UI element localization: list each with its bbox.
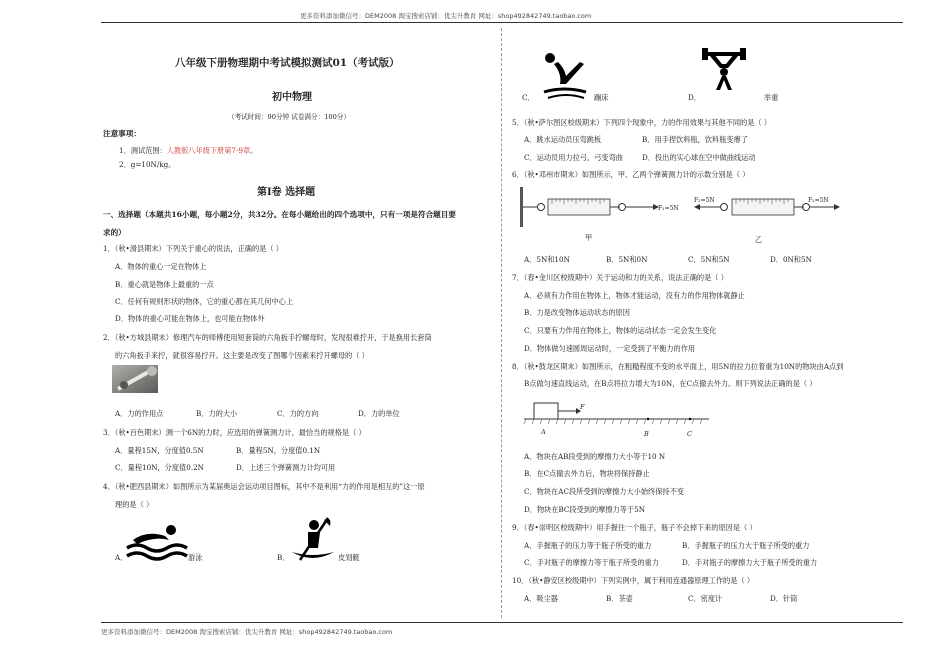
q1-option-b: B．重心就是物体上最重的一点 [115, 280, 214, 289]
q8-stem-line1: 8．（秋•鼓龙区期末）如图所示，在粗糙程度不变的水平面上，用5N的拉力拉着重为10N的物块由A点到 [512, 362, 844, 371]
friction-diagram [524, 400, 714, 430]
q6-option-b: B．5N和0N [606, 255, 648, 264]
notice-2: 2．g=10N/kg。 [119, 160, 176, 169]
q7-option-a: A．必须有力作用在物体上，物体才能运动，没有力的作用物体就静止 [524, 291, 745, 300]
q6-label-f2-left: F₂=5N [694, 197, 715, 204]
q2-option-c: C．力的方向 [277, 409, 319, 418]
doc-subtitle: 初中物理 [272, 92, 312, 103]
q6-stem: 6．（秋•邓州市期末）如图所示，甲、乙两个弹簧测力计的示数分别是（ ） [512, 170, 750, 179]
q8-option-b: B．在C点撤去外力后，物块将保持静止 [524, 469, 650, 478]
q4-option-d-label: 举重 [764, 93, 779, 102]
q4-option-b-label: 皮划艇 [338, 553, 360, 562]
q4-option-a-letter: A． [115, 553, 128, 562]
q8-label-b: B [644, 430, 649, 438]
q1-option-c: C．任何有规则形状的物体，它的重心都在其几何中心上 [115, 297, 294, 306]
q3-option-a: A．量程15N，分度值0.5N [115, 446, 204, 455]
weightlifting-icon [702, 46, 746, 92]
q1-option-d: D．物体的重心可能在物体上，也可能在物体外 [115, 314, 265, 323]
doc-meta: （考试时间：90分钟 试卷满分：100分） [228, 113, 350, 121]
q6-option-a: A．5N和10N [524, 255, 570, 264]
header-note: 更多资料添加微信号：DEM2008 淘宝搜索店铺：优尖升教育 网址：shop492842749.taobao.com [300, 12, 592, 20]
q8-label-c: C [687, 430, 692, 438]
q9-option-b: B．手握瓶子的压力大于瓶子所受的重力 [682, 541, 810, 550]
q8-option-c: C．物块在AC段所受到的摩擦力大小始终保持不变 [524, 487, 684, 496]
trampoline-icon [540, 50, 590, 102]
q8-option-d: D．物块在BC段受到的摩擦力等于5N [524, 505, 645, 514]
q6-caption-jia: 甲 [585, 233, 593, 242]
q2-option-d: D．力的单位 [358, 409, 400, 418]
q5-option-a: A．跳水运动员压弯跳板 [524, 135, 602, 144]
q4-stem-line2: 理的是（ ） [115, 500, 154, 509]
q5-option-b: B．用手捏饮料瓶，饮料瓶变瘪了 [642, 135, 748, 144]
q6-option-d: D．0N和5N [770, 255, 812, 264]
q8-option-a: A．物块在AB段受到的摩擦力大小等于10 N [524, 452, 666, 461]
footer-note: 更多资料添加微信号：DEM2008 淘宝搜索店铺：优尖升教育 网址：shop492842749.taobao.com [101, 628, 393, 636]
q9-option-d: D．手对瓶子的摩擦力大于瓶子所受的重力 [682, 558, 818, 567]
q8-label-a: A [541, 428, 546, 436]
q6-label-f1-left: F₁=5N [658, 205, 679, 212]
spring-scale-jia [518, 187, 678, 227]
notice-1 [119, 146, 257, 156]
q7-stem: 7．（春•金川区校级期中）关于运动和力的关系，说法正确的是（ ） [512, 273, 728, 282]
q9-stem: 9．（春•崇明区校级期中）用手握住一个瓶子，瓶子不会掉下来的原因是（ ） [512, 523, 757, 532]
spring-scale-yi [694, 187, 854, 227]
q10-option-b: B．茶壶 [606, 594, 633, 603]
q7-option-b: B．力是改变物体运动状态的原因 [524, 308, 630, 317]
q9-option-a: A．手握瓶子的压力等于瓶子所受的重力 [524, 541, 652, 550]
q5-option-d: D．投出的实心球在空中做曲线运动 [642, 153, 756, 162]
q6-caption-yi: 乙 [755, 235, 763, 244]
q7-option-c: C．只要有力作用在物体上，物体的运动状态一定会发生变化 [524, 326, 717, 335]
q2-stem-line1: 2．（秋•方城县期末）修理汽车的师傅使用短套筒的六角扳手拧螺母时，发现很难拧开，于是换用长套筒 [103, 333, 432, 342]
q9-option-c: C．手对瓶子的摩擦力等于瓶子所受的重力 [524, 558, 659, 567]
q2-stem-line2: 的六角扳手来拧，就很容易拧开。这主要是改变了图哪个因素来拧开螺母的（ ） [115, 351, 369, 360]
swimming-icon [125, 522, 187, 562]
column-divider [501, 28, 502, 618]
notice-1-range: 人教版八年级下册第7-9章 [166, 146, 251, 155]
section-heading-line1: 一、选择题（本题共16小题，每小题2分，共32分。在每小题给出的四个选项中，只有一项是符合题目要 [103, 210, 456, 219]
section-heading-line2: 求的） [103, 228, 126, 237]
footer-rule [101, 622, 903, 623]
q4-option-b-letter: B． [277, 553, 290, 562]
q8-label-f: F [580, 403, 585, 411]
q4-stem-line1: 4．（秋•肥西县期末）如图所示为某届奥运会运动项目图标，其中不是利用“力的作用是相互的”这一原 [103, 482, 425, 491]
q2-option-b: B．力的大小 [196, 409, 238, 418]
q1-option-a: A．物体的重心一定在物体上 [115, 262, 207, 271]
q10-option-a: A．吸尘器 [524, 594, 558, 603]
notice-heading: 注意事项： [103, 129, 141, 138]
notice-1-suffix: 。 [250, 146, 258, 155]
q1-stem: 1．（秋•滑县期末）下列关于重心的说法，正确的是（ ） [103, 244, 283, 253]
q7-option-d: D．物体做匀速圆周运动时，一定受到了平衡力的作用 [524, 344, 696, 353]
q4-option-c-letter: C． [522, 93, 535, 102]
q3-option-b: B．量程5N，分度值0.1N [236, 446, 321, 455]
q5-option-c: C．运动员用力拉弓，弓变弯曲 [524, 153, 623, 162]
header-rule [101, 22, 903, 23]
wrench-photo [112, 365, 158, 393]
canoe-icon [288, 516, 338, 564]
q10-stem: 10．（秋•静安区校级期中）下列实例中，属于利用连通器原理工作的是（ ） [512, 576, 755, 585]
notice-1-prefix: 1．测试范围： [119, 146, 167, 155]
q3-stem: 3．（秋•百色期末）测一个6N的力时，应选用的弹簧测力计，最恰当的规格是（ ） [103, 428, 366, 437]
q4-option-c-label: 蹦床 [594, 93, 609, 102]
q10-option-d: D．针筒 [770, 594, 798, 603]
part-title: 第Ⅰ卷 选择题 [257, 187, 316, 198]
q3-option-c: C．量程10N，分度值0.2N [115, 463, 204, 472]
q10-option-c: C．密度计 [688, 594, 723, 603]
q6-option-c: C．5N和5N [688, 255, 730, 264]
q4-option-a-label: 游泳 [188, 553, 203, 562]
doc-title: 八年级下册物理期中考试模拟测试01（考试版） [175, 57, 400, 69]
q2-option-a: A．力的作用点 [115, 409, 164, 418]
q4-option-d-letter: D． [688, 93, 701, 102]
q5-stem: 5．（秋•萨尔图区校级期末）下列四个现象中，力的作用效果与其他不同的是（ ） [512, 118, 772, 127]
q8-stem-line2: B点做匀速直线运动，在B点将拉力增大为10N，在C点撤去外力。则下列说法正确的是（ ） [524, 379, 817, 388]
q3-option-d: D．上述三个弹簧测力计均可用 [236, 463, 336, 472]
q6-label-f2-right: F₂=5N [808, 197, 829, 204]
